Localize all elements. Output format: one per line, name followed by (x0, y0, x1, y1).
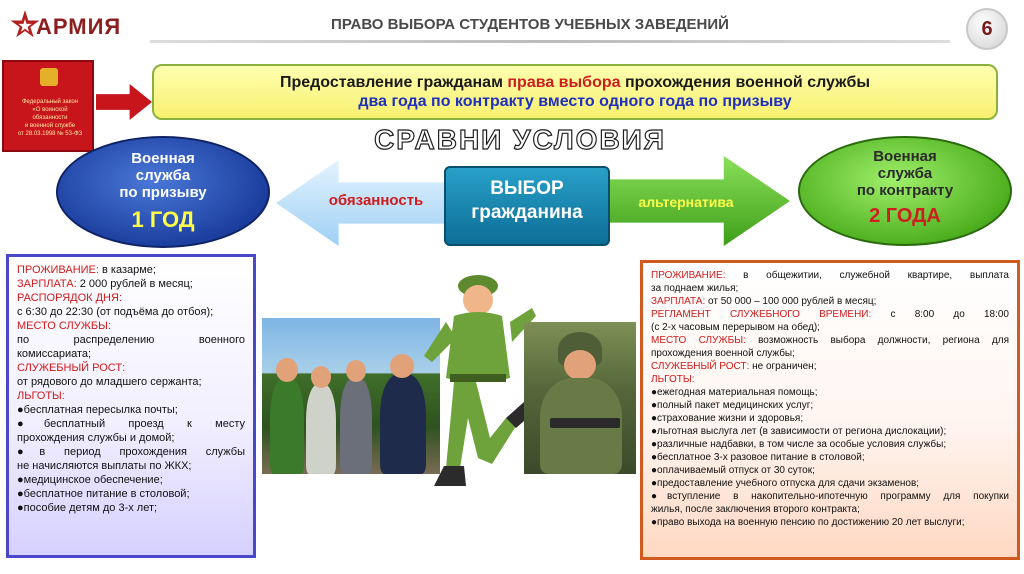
ellipse-text: служба (135, 167, 191, 184)
service-duration: 1 ГОД (131, 207, 195, 232)
person-head (276, 358, 298, 382)
person-shape (340, 378, 372, 474)
condition-living (651, 269, 1009, 282)
condition-label: ЛЬГОТЫ: (17, 390, 65, 402)
benefit-item: ●вступление в накопительно-ипотечную программу для покупки (651, 491, 1009, 502)
benefit-item: ●различные надбавки, в том числе за особые условия службы; (651, 439, 947, 450)
benefit-item: ●бесплатное питание в столовой; (17, 488, 190, 500)
benefit-item: ●пособие детям до 3-х лет; (17, 502, 158, 514)
banner-line2: два года по контракту вместо одного года по призыву (358, 93, 792, 110)
benefit-item: ●оплачиваемый отпуск от 30 суток; (651, 465, 815, 476)
person-head (311, 366, 331, 388)
benefit-item: ●ежегодная материальная помощь; (651, 387, 818, 398)
header-divider (150, 40, 950, 43)
banner-text: прохождения военной службы (624, 74, 871, 91)
condition-value: комиссариата; (17, 348, 92, 360)
recruits-photo (262, 318, 440, 474)
choice-subtitle: гражданина (471, 202, 583, 223)
benefit-item: ●страхование жизни и здоровья; (651, 413, 804, 424)
condition-label: СЛУЖЕБНЫЙ РОСТ: (17, 362, 126, 374)
condition-label: МЕСТО СЛУЖБЫ: (17, 320, 111, 332)
benefit-item: прохождения службы и домой; (17, 432, 175, 444)
rifle-shape (550, 418, 620, 428)
ellipse-text: Военная (131, 150, 195, 167)
person-shape (270, 378, 304, 474)
contract-conditions-box (640, 260, 1020, 560)
law-line: от 28.03.1998 № 53-ФЗ (17, 131, 83, 137)
law-line: и военной службе (24, 123, 76, 129)
benefit-item: ●льготная выслуга лет (в зависимости от региона дислокации); (651, 426, 947, 437)
page-title: ПРАВО ВЫБОРА СТУДЕНТОВ УЧЕБНЫХ ЗАВЕДЕНИЙ (331, 16, 729, 33)
arrow-right-icon (96, 84, 152, 120)
condition-label: ЗАРПЛАТА: (651, 296, 706, 307)
alternative-label: альтернатива (638, 194, 734, 210)
ellipse-text: служба (877, 165, 933, 182)
benefit-item: ●медицинское обеспечение; (17, 474, 163, 486)
soldier-illustration (420, 268, 536, 498)
condition-value: с 6:30 до 22:30 (от подъёма до отбоя); (17, 306, 214, 318)
law-line: Федеральный закон (22, 99, 78, 105)
condition-value: возможность выбора должности, региона для (745, 335, 1009, 346)
condition-value: с 8:00 до 18:00 (871, 309, 1009, 320)
benefit-item: ●полный пакет медицинских услуг; (651, 400, 814, 411)
condition-value: не ограничен; (749, 361, 817, 372)
person-head (346, 360, 366, 382)
ellipse-text: Военная (873, 148, 937, 165)
condition-growth (651, 360, 1009, 373)
benefit-item: ●бесплатная пересылка почты; (17, 404, 178, 416)
citizen-choice-box (444, 166, 610, 246)
page-number-badge: 6 (966, 8, 1008, 50)
condition-label: РЕГЛАМЕНТ СЛУЖЕБНОГО ВРЕМЕНИ: (651, 309, 872, 320)
choice-title: ВЫБОР (490, 178, 564, 199)
contract-service-ellipse (798, 136, 1012, 246)
condition-value: от рядового до младшего сержанта; (17, 376, 202, 388)
obligation-label: обязанность (328, 192, 424, 209)
federal-law-text (8, 98, 92, 138)
compare-title: СРАВНИ УСЛОВИЯ (374, 124, 666, 155)
person-head (564, 350, 596, 380)
law-line: обязанности (32, 115, 68, 121)
army-logo (6, 6, 146, 46)
soldier-figure (420, 268, 536, 498)
condition-label: ЗАРПЛАТА: (17, 278, 77, 290)
condition-value: 2 000 рублей в месяц; (76, 278, 193, 290)
contract-soldier-photo (524, 322, 636, 474)
condition-schedule (651, 308, 1009, 321)
condition-place (651, 334, 1009, 347)
condition-salary (651, 295, 1009, 308)
federal-law-panel (2, 60, 94, 152)
condition-value: в общежитии, служебной квартире, выплата (725, 270, 1009, 281)
condition-value: по распределению военного (17, 334, 245, 346)
call-up-conditions-box (6, 254, 256, 558)
law-line: «О воинской (32, 107, 68, 113)
benefit-item: ●бесплатный проезд к месту (17, 418, 245, 430)
condition-value: от 50 000 – 100 000 рублей в месяц; (705, 296, 877, 307)
person-shape (306, 384, 336, 474)
condition-label: СЛУЖЕБНЫЙ РОСТ: (651, 361, 750, 372)
condition-value: (с 2-х часовым перерывом на обед); (651, 322, 820, 333)
condition-value: за поднаем жилья; (651, 283, 739, 294)
logo-text: АРМИЯ (36, 14, 122, 39)
coat-of-arms-icon (40, 68, 58, 86)
condition-value: прохождения военной службы; (651, 348, 795, 359)
benefit-item: не начисляются выплаты по ЖКХ; (17, 460, 192, 472)
condition-label: ПРОЖИВАНИЕ: (17, 264, 99, 276)
condition-salary (17, 277, 245, 291)
banner-line1 (154, 74, 996, 92)
service-duration: 2 ГОДА (869, 205, 941, 227)
benefit-item: ●в период прохождения службы (17, 446, 245, 458)
condition-value: в казарме; (98, 264, 156, 276)
banner-text: Предоставление гражданам (279, 74, 503, 91)
condition-living (17, 263, 245, 277)
benefit-item: ●право выхода на военную пенсию по достижению 20 лет выслуги; (651, 517, 965, 528)
ellipse-text: по призыву (119, 184, 207, 201)
condition-label: ЛЬГОТЫ: (651, 374, 695, 385)
condition-label: РАСПОРЯДОК ДНЯ: (17, 292, 123, 304)
benefit-item: ●предоставление учебного отпуска для сдачи экзаменов; (651, 478, 920, 489)
condition-label: МЕСТО СЛУЖБЫ: (651, 335, 746, 346)
right-of-choice-banner (152, 64, 998, 120)
ellipse-text: по контракту (856, 182, 954, 199)
benefit-item: ●бесплатное 3-х разовое питание в столовой; (651, 452, 865, 463)
person-head (390, 354, 414, 378)
benefit-item: жилья, после заключения второго контракта; (651, 504, 860, 515)
banner-accent-text: права выбора (507, 74, 621, 91)
condition-label: ПРОЖИВАНИЕ: (651, 270, 726, 281)
call-up-service-ellipse (56, 136, 270, 248)
